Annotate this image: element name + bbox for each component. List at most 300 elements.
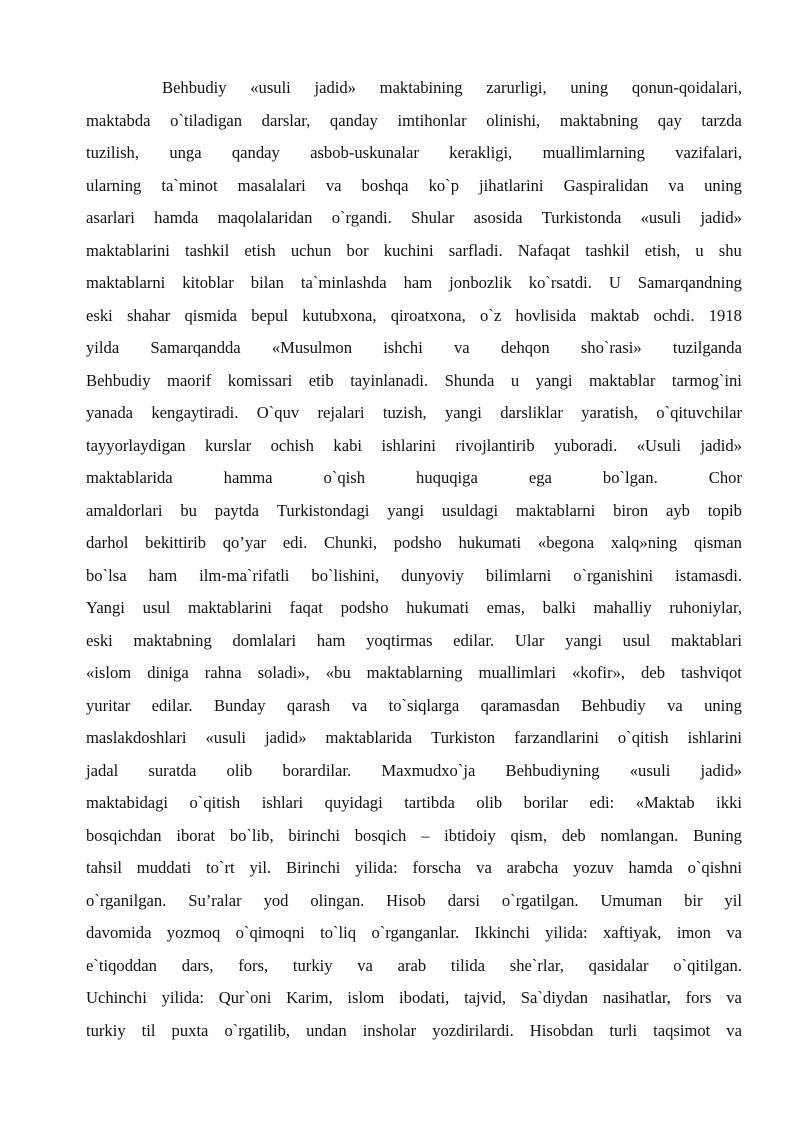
word: muallimlari (478, 663, 556, 682)
word: tarmog`ini (671, 370, 742, 390)
word: turli (609, 1020, 638, 1040)
word: e`tiqoddan (86, 955, 157, 975)
word: va (668, 175, 685, 195)
word: yozuv (573, 858, 614, 877)
word: Umuman (600, 890, 663, 910)
word: yil. (249, 858, 272, 877)
word: Bunday (213, 695, 266, 715)
word: edilar. (151, 695, 193, 715)
word: forscha (412, 858, 462, 877)
word: bo`lib, (229, 825, 274, 845)
word: yil (724, 890, 742, 910)
word: maorif (167, 370, 212, 390)
word: arabcha (506, 858, 559, 877)
word: istamasdi. (675, 565, 742, 585)
paragraph-line (86, 592, 742, 625)
word: va (325, 175, 342, 195)
word: Su’ralar (188, 890, 242, 910)
word: uning (704, 175, 742, 195)
word: bosqichdan (86, 825, 162, 845)
word: fors, (238, 955, 269, 975)
paragraph-line (86, 625, 742, 658)
word: asarlari (86, 208, 135, 227)
word: biron (613, 500, 649, 520)
word: Turkistonda (541, 208, 622, 227)
word: eski (86, 630, 113, 650)
word: o`qish (323, 468, 366, 487)
word: va (357, 955, 373, 975)
word: to`liq (320, 923, 357, 942)
word: deb (561, 825, 586, 845)
word: yilida: (161, 988, 204, 1007)
word: Hisob (386, 890, 426, 910)
word: turkiy (292, 955, 333, 975)
paragraph-line (86, 690, 742, 723)
word: ko`p (428, 175, 459, 195)
word: komissari (227, 370, 293, 390)
word: olinishi, (486, 110, 541, 130)
word: Ikkinchi (474, 923, 530, 942)
word: Behbudiyning (505, 760, 600, 780)
word: maktabning (559, 110, 639, 130)
paragraph-line (86, 72, 742, 105)
word: tashkil (585, 240, 630, 260)
word: va (726, 988, 742, 1007)
word: borardilar. (282, 760, 352, 780)
paragraph-line (86, 495, 742, 528)
word: Uchinchi (86, 988, 147, 1007)
word: tayyorlaydigan (86, 435, 186, 455)
word: qanday (329, 110, 378, 130)
word: o`qimoqni (235, 923, 305, 942)
word: qasidalar (588, 955, 649, 975)
word: o`qituvchilar (656, 403, 742, 422)
word: o`rganganlar. (371, 923, 460, 942)
word: Qur`oni (218, 988, 272, 1007)
word: hamda (628, 858, 673, 877)
word: usul (622, 630, 651, 650)
paragraph-line (86, 105, 742, 138)
word: davomida (86, 923, 152, 942)
word: jadal (86, 760, 119, 780)
word: huquqiga (416, 468, 478, 487)
word: va (726, 923, 742, 942)
word: vazifalari, (675, 143, 742, 162)
word: «begona (537, 533, 595, 552)
word: imtihonlar (397, 110, 467, 130)
word: maktablarida (325, 728, 413, 747)
word: o`rgatilib, (224, 1020, 291, 1040)
word: soladi», (257, 663, 310, 682)
word: undan (306, 1020, 347, 1040)
paragraph-line (86, 430, 742, 463)
word: bilan (250, 273, 284, 292)
word: yangi (387, 500, 425, 520)
word: yangi (535, 370, 573, 390)
word: o`z (480, 305, 502, 325)
word: maktablarni (86, 273, 166, 292)
word: dunyoviy (401, 565, 464, 585)
word: o`qitilgan. (673, 955, 742, 975)
word: «Usuli (636, 435, 681, 455)
word: tajvid, (464, 988, 507, 1007)
word: o`rgandi. (331, 208, 392, 227)
paragraph-line (86, 267, 742, 300)
word: maktab (590, 305, 640, 325)
word: uning (704, 695, 742, 715)
word: Maxmudxo`ja (381, 760, 476, 780)
word: qarash (286, 695, 331, 715)
word: Shunda (444, 370, 495, 390)
word: u (510, 370, 520, 390)
word: Nafaqat (517, 240, 571, 260)
word: ko`rsatdi. (528, 273, 592, 292)
word: amaldorlari (86, 500, 163, 520)
word: maktabining (379, 78, 463, 97)
word: taqsimot (653, 1020, 711, 1040)
word: hamma (223, 468, 273, 487)
word: usul (142, 598, 171, 617)
word: rahna (204, 663, 242, 682)
word: asbob-uskunalar (310, 143, 419, 162)
word: emas, (486, 598, 525, 617)
word: bo`lsa (86, 565, 127, 585)
word: etish (244, 240, 276, 260)
word: xaftiyak, (602, 923, 662, 942)
word: jadid» (700, 760, 742, 780)
word: Behbudiy (162, 78, 227, 97)
word: to`siqlarga (388, 695, 460, 715)
word: 1918 (708, 305, 742, 325)
word: nasihatlar, (602, 988, 671, 1007)
word: maktablarini (188, 598, 272, 617)
paragraph-line (86, 722, 742, 755)
word: Gaspiralidan (563, 175, 649, 195)
word: insholar (362, 1020, 417, 1040)
word: edi. (282, 533, 308, 552)
word: qay (657, 110, 682, 130)
word: sho`rasi» (580, 338, 642, 357)
word: maktabidagi (86, 793, 169, 812)
word: maktablarni (516, 500, 596, 520)
word: xalq»ning (610, 533, 678, 552)
word: hamda (154, 208, 199, 227)
word: bosqich (354, 825, 407, 845)
word: yangi (565, 630, 602, 650)
word: maktabning (133, 630, 212, 650)
word: Sa`diydan (520, 988, 589, 1007)
word: O`quv (256, 403, 300, 422)
word: tartibda (404, 793, 455, 812)
word: domlalari (232, 630, 297, 650)
word: ishchi (383, 338, 423, 357)
word: ibtidoiy (444, 825, 496, 845)
word: bo`lgan. (602, 468, 658, 487)
word: zarurligi, (486, 78, 547, 97)
word: til (141, 1020, 156, 1040)
word: yilida: (355, 858, 398, 877)
word: yuboradi. (554, 435, 618, 455)
word: tuzilish, (86, 143, 140, 162)
word: qisman (693, 533, 742, 552)
word: yangi (445, 403, 482, 422)
word: edilar. (453, 630, 495, 650)
word: Turkistondagi (276, 500, 370, 520)
word: bilimlarni (485, 565, 552, 585)
word: tayinlanadi. (350, 370, 429, 390)
word: olingan. (310, 890, 365, 910)
paragraph-line (86, 560, 742, 593)
word: o`rgatilgan. (501, 890, 579, 910)
word: balki (542, 598, 576, 617)
word: o`rganishini (573, 565, 654, 585)
word: jadid» (265, 728, 307, 747)
word: va (726, 1020, 742, 1040)
word: qism, (510, 825, 547, 845)
word: Turkiston (431, 728, 496, 747)
word: yuritar (86, 695, 131, 715)
word: tashkil (185, 240, 230, 260)
word: «usuli (629, 760, 671, 780)
paragraph-line (86, 657, 742, 690)
word: va (453, 338, 470, 357)
paragraph-line (86, 397, 742, 430)
word: shu (718, 240, 742, 260)
paragraph-line (86, 235, 742, 268)
word: uning (570, 78, 609, 97)
paragraph-line (86, 202, 742, 235)
word: darhol (86, 533, 129, 552)
paragraph-line (86, 332, 742, 365)
word: qo’yar (222, 533, 267, 552)
word: jonbozlik (449, 273, 512, 292)
word: suratda (148, 760, 197, 780)
word: Behbudiy (581, 695, 646, 715)
word: va (667, 695, 683, 715)
word: edi: (589, 793, 615, 812)
word: ishlarini (687, 728, 742, 747)
paragraph-line (86, 137, 742, 170)
word: imon (676, 923, 711, 942)
word: ikki (716, 793, 742, 812)
word: yod (263, 890, 289, 910)
word: kerakligi, (449, 143, 513, 162)
word: ta`minot (161, 175, 218, 195)
word: mahalliy (593, 598, 652, 617)
word: farzandlarini (514, 728, 599, 747)
word: Ular (514, 630, 545, 650)
word: bir (684, 890, 703, 910)
paragraph-line (86, 462, 742, 495)
word: yilida: (545, 923, 588, 942)
word: to`rt (206, 858, 235, 877)
word: dars, (181, 955, 214, 975)
word: asosida (473, 208, 523, 227)
word: ta`minlashda (300, 273, 387, 292)
word: arab (397, 955, 427, 975)
word: maktablarini (86, 240, 170, 260)
word: boshqa (361, 175, 409, 195)
word: ham (316, 630, 346, 650)
word: tuzish, (382, 403, 427, 422)
word: kengaytiradi. (151, 403, 239, 422)
word: Hisobdan (529, 1020, 594, 1040)
word: faqat (289, 598, 323, 617)
word: turkiy (86, 1020, 126, 1040)
word: tuzilganda (672, 338, 742, 357)
word: kurslar (205, 435, 252, 455)
word: tahsil (86, 858, 122, 877)
word: qaramasdan (480, 695, 560, 715)
word: ularning (86, 175, 142, 195)
word: hovlisida (515, 305, 577, 325)
paragraph-line (86, 820, 742, 853)
word: jadid» (314, 78, 356, 97)
word: – (421, 825, 430, 845)
word: muallimlarning (542, 143, 645, 162)
word: ochish (270, 435, 314, 455)
word: bor (346, 240, 369, 260)
word: nomlangan. (600, 825, 679, 845)
word: «usuli (640, 208, 682, 227)
word: podsho (340, 598, 389, 617)
word: o`rganilgan. (86, 890, 167, 910)
paragraph-line (86, 787, 742, 820)
word: Shular (411, 208, 455, 227)
word: uchun (290, 240, 332, 260)
word: qonun-qoidalari, (631, 78, 742, 97)
word: etib (308, 370, 334, 390)
word: yaratish, (581, 403, 638, 422)
word: diniga (147, 663, 189, 682)
paragraph-line (86, 982, 742, 1015)
word: U (608, 273, 621, 292)
word: borilar (523, 793, 568, 812)
word: olib (226, 760, 253, 780)
word: masalalari (237, 175, 306, 195)
word: islom (347, 988, 385, 1007)
word: yoqtirmas (366, 630, 433, 650)
word: darsliklar (500, 403, 563, 422)
word: eski (86, 305, 113, 325)
word: kabi (333, 435, 362, 455)
word: rivojlantirib (455, 435, 535, 455)
word: puxta (171, 1020, 209, 1040)
word: va (476, 858, 492, 877)
word: usuldagi (441, 500, 499, 520)
word: ham (403, 273, 433, 292)
word: dehqon (500, 338, 550, 357)
word: jihatlarini (479, 175, 544, 195)
word: ayb (665, 500, 690, 520)
word: jadid» (700, 435, 742, 455)
paragraph-line (86, 365, 742, 398)
word: tilida (450, 955, 486, 975)
word: u (695, 240, 704, 260)
word: hukumati (458, 533, 522, 552)
word: Yangi (86, 598, 125, 617)
word: bekittirib (145, 533, 206, 552)
paragraph-line (86, 1015, 742, 1048)
word: «bu (325, 663, 351, 682)
word: o`qitish (617, 728, 669, 747)
word: maktablari (671, 630, 742, 650)
word: ruhoniylar, (669, 598, 742, 617)
word: podsho (393, 533, 442, 552)
word: ega (528, 468, 552, 487)
word: she`rlar, (509, 955, 564, 975)
word: ishlari (261, 793, 304, 812)
word: ham (148, 565, 178, 585)
paragraph-line (86, 885, 742, 918)
word: «Maktab (635, 793, 695, 812)
word: yozmoq (166, 923, 221, 942)
word: maktabda (86, 110, 151, 130)
word: muddati (136, 858, 192, 877)
paragraph-line (86, 527, 742, 560)
paragraph-line (86, 300, 742, 333)
document-page (86, 72, 742, 1047)
paragraph-line (86, 170, 742, 203)
word: unga (169, 143, 202, 162)
word: o`tiladigan (170, 110, 243, 130)
word: maqolalaridan (217, 208, 313, 227)
word: deb (641, 663, 665, 682)
word: fors (685, 988, 712, 1007)
word: Behbudiy (86, 370, 151, 390)
word: tarzda (701, 110, 742, 130)
word: Samarqandda (150, 338, 241, 357)
word: hukumati (406, 598, 469, 617)
word: iborat (176, 825, 216, 845)
word: Birinchi (285, 858, 341, 877)
word: qanday (231, 143, 280, 162)
word: olib (476, 793, 503, 812)
word: kutubxona, (302, 305, 377, 325)
word: «usuli (250, 78, 291, 97)
word: «Musulmon (271, 338, 353, 357)
paragraph-line (86, 852, 742, 885)
word: sarfladi. (448, 240, 503, 260)
word: etish, (644, 240, 681, 260)
paragraph-line (86, 950, 742, 983)
word: darslar, (261, 110, 311, 130)
word: maslakdoshlari (86, 728, 187, 747)
word: yilda (86, 338, 120, 357)
word: o`qitish (189, 793, 241, 812)
word: kitoblar (182, 273, 234, 292)
word: jadid» (700, 208, 742, 227)
word: maktablar (589, 370, 656, 390)
word: ilm-ma`rifatli (199, 565, 290, 585)
word: yanada (86, 403, 133, 422)
word: Karim, (286, 988, 333, 1007)
word: topib (707, 500, 742, 520)
word: «kofir», (572, 663, 625, 682)
word: va (351, 695, 368, 715)
word: bo`lishini, (311, 565, 380, 585)
word: bepul (251, 305, 289, 325)
word: paytda (214, 500, 259, 520)
word: qismida (184, 305, 237, 325)
word: o`qishni (687, 858, 742, 877)
word: Samarqandning (637, 273, 742, 292)
word: qiroatxona, (390, 305, 466, 325)
word: rejalari (317, 403, 365, 422)
paragraph-line (86, 755, 742, 788)
word: kuchini (383, 240, 434, 260)
word: yozdirilardi. (432, 1020, 514, 1040)
